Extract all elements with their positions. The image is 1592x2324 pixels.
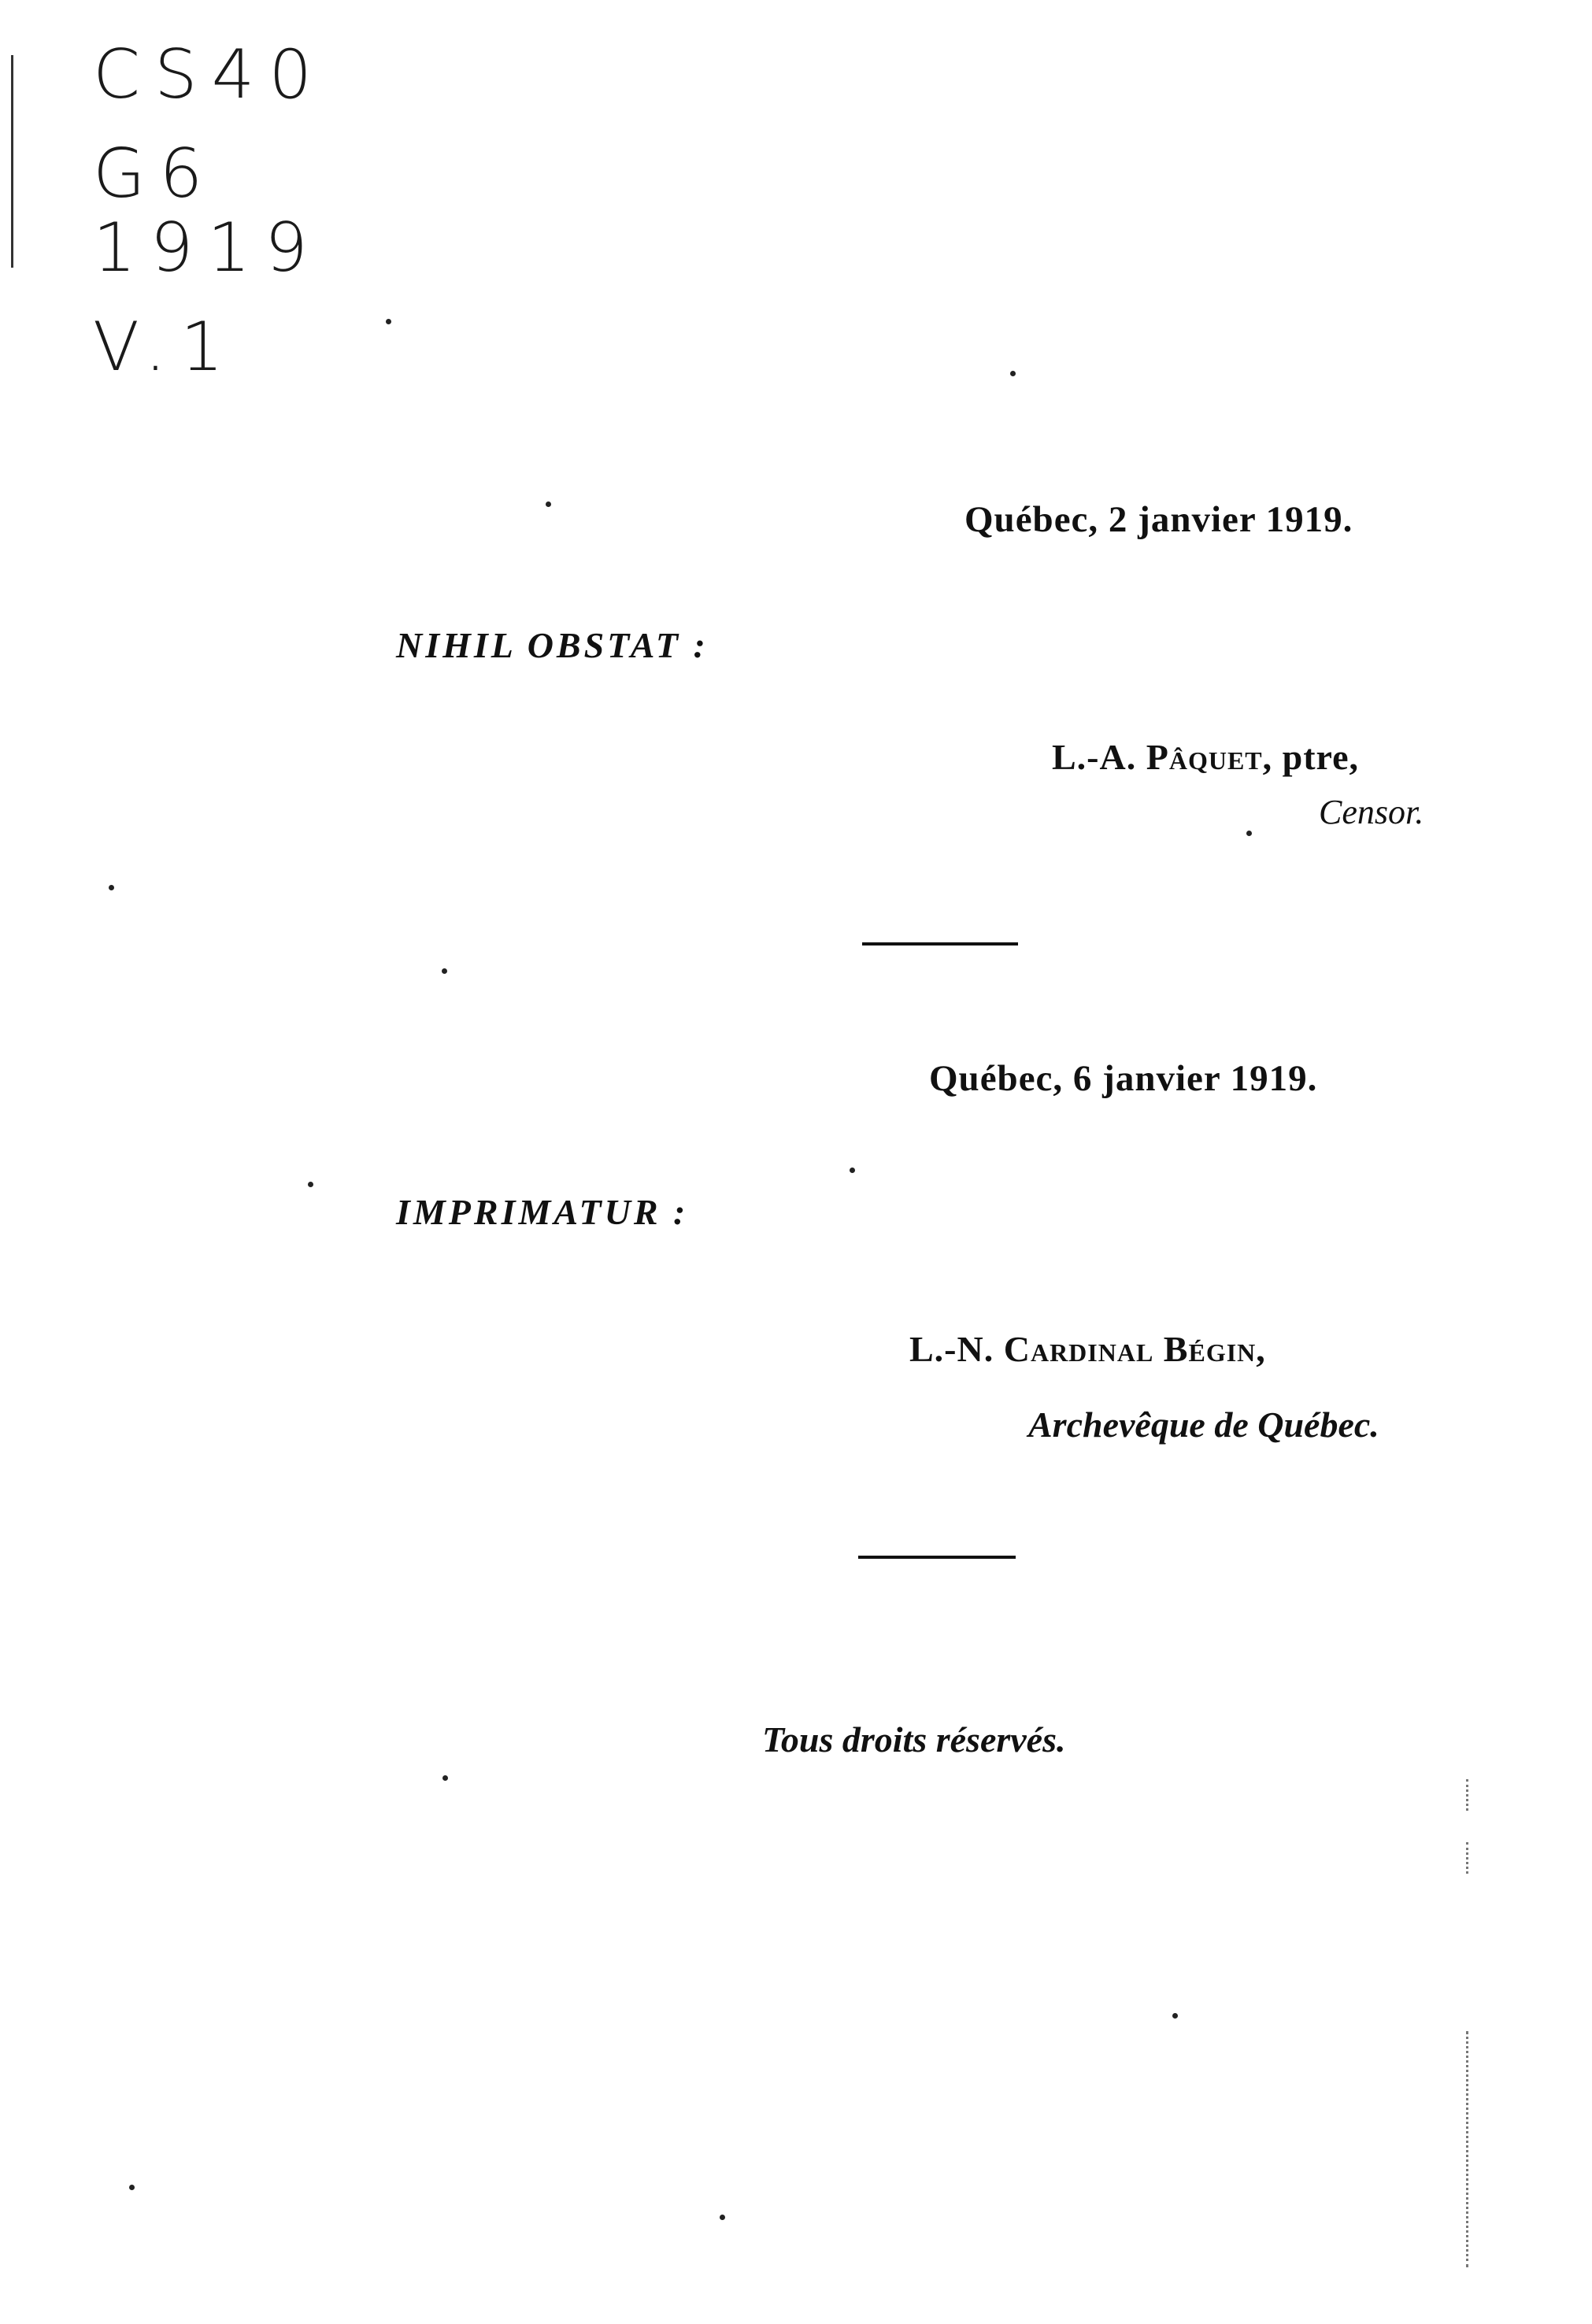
scan-speck	[442, 1775, 448, 1781]
imprimatur-signer-name: Cardinal Bégin	[1003, 1329, 1257, 1369]
scan-speck	[109, 885, 114, 890]
scan-speck	[1246, 831, 1252, 836]
nihil-obstat-signer-initials: L.-A.	[1052, 737, 1137, 777]
call-number-line-2: G6	[93, 135, 217, 213]
nihil-obstat-role: Censor.	[1319, 793, 1424, 831]
rights-notice: Tous droits réservés.	[762, 1719, 1066, 1760]
call-number-line-3: 1919	[93, 209, 322, 287]
scan-speck	[546, 501, 551, 507]
nihil-obstat-signature	[1052, 736, 1359, 778]
scan-speck	[850, 1168, 855, 1173]
scan-edge-dots	[1466, 1842, 1471, 1874]
imprimatur-signer-initials: L.-N.	[909, 1329, 994, 1369]
imprimatur-role: Archevêque de Québec.	[1028, 1404, 1379, 1445]
section-divider-2	[858, 1556, 1016, 1559]
nihil-obstat-signer-name: Pâquet	[1146, 737, 1263, 777]
scan-speck	[442, 968, 447, 974]
imprimatur-signer-suffix: ,	[1256, 1329, 1266, 1369]
scan-speck	[129, 2185, 135, 2190]
call-number-line-4: V.1	[93, 308, 238, 387]
scan-edge-dots	[1466, 2031, 1471, 2267]
scan-speck	[308, 1182, 313, 1187]
scan-speck	[1172, 2013, 1178, 2019]
call-number-line-1: CS40	[93, 35, 327, 114]
section-divider	[862, 942, 1018, 946]
scan-speck	[386, 319, 391, 324]
nihil-obstat-date: Québec, 2 janvier 1919.	[964, 499, 1353, 540]
imprimatur-signature	[909, 1328, 1266, 1370]
nihil-obstat-signer-title: , ptre,	[1262, 737, 1360, 777]
scan-speck	[720, 2215, 725, 2220]
scan-speck	[1010, 371, 1016, 376]
scan-edge-dots	[1466, 1779, 1471, 1811]
nihil-obstat-heading: NIHIL OBSTAT :	[396, 625, 709, 665]
imprimatur-heading: IMPRIMATUR :	[396, 1192, 689, 1232]
imprimatur-date: Québec, 6 janvier 1919.	[929, 1058, 1318, 1099]
scan-margin-line	[11, 55, 13, 268]
